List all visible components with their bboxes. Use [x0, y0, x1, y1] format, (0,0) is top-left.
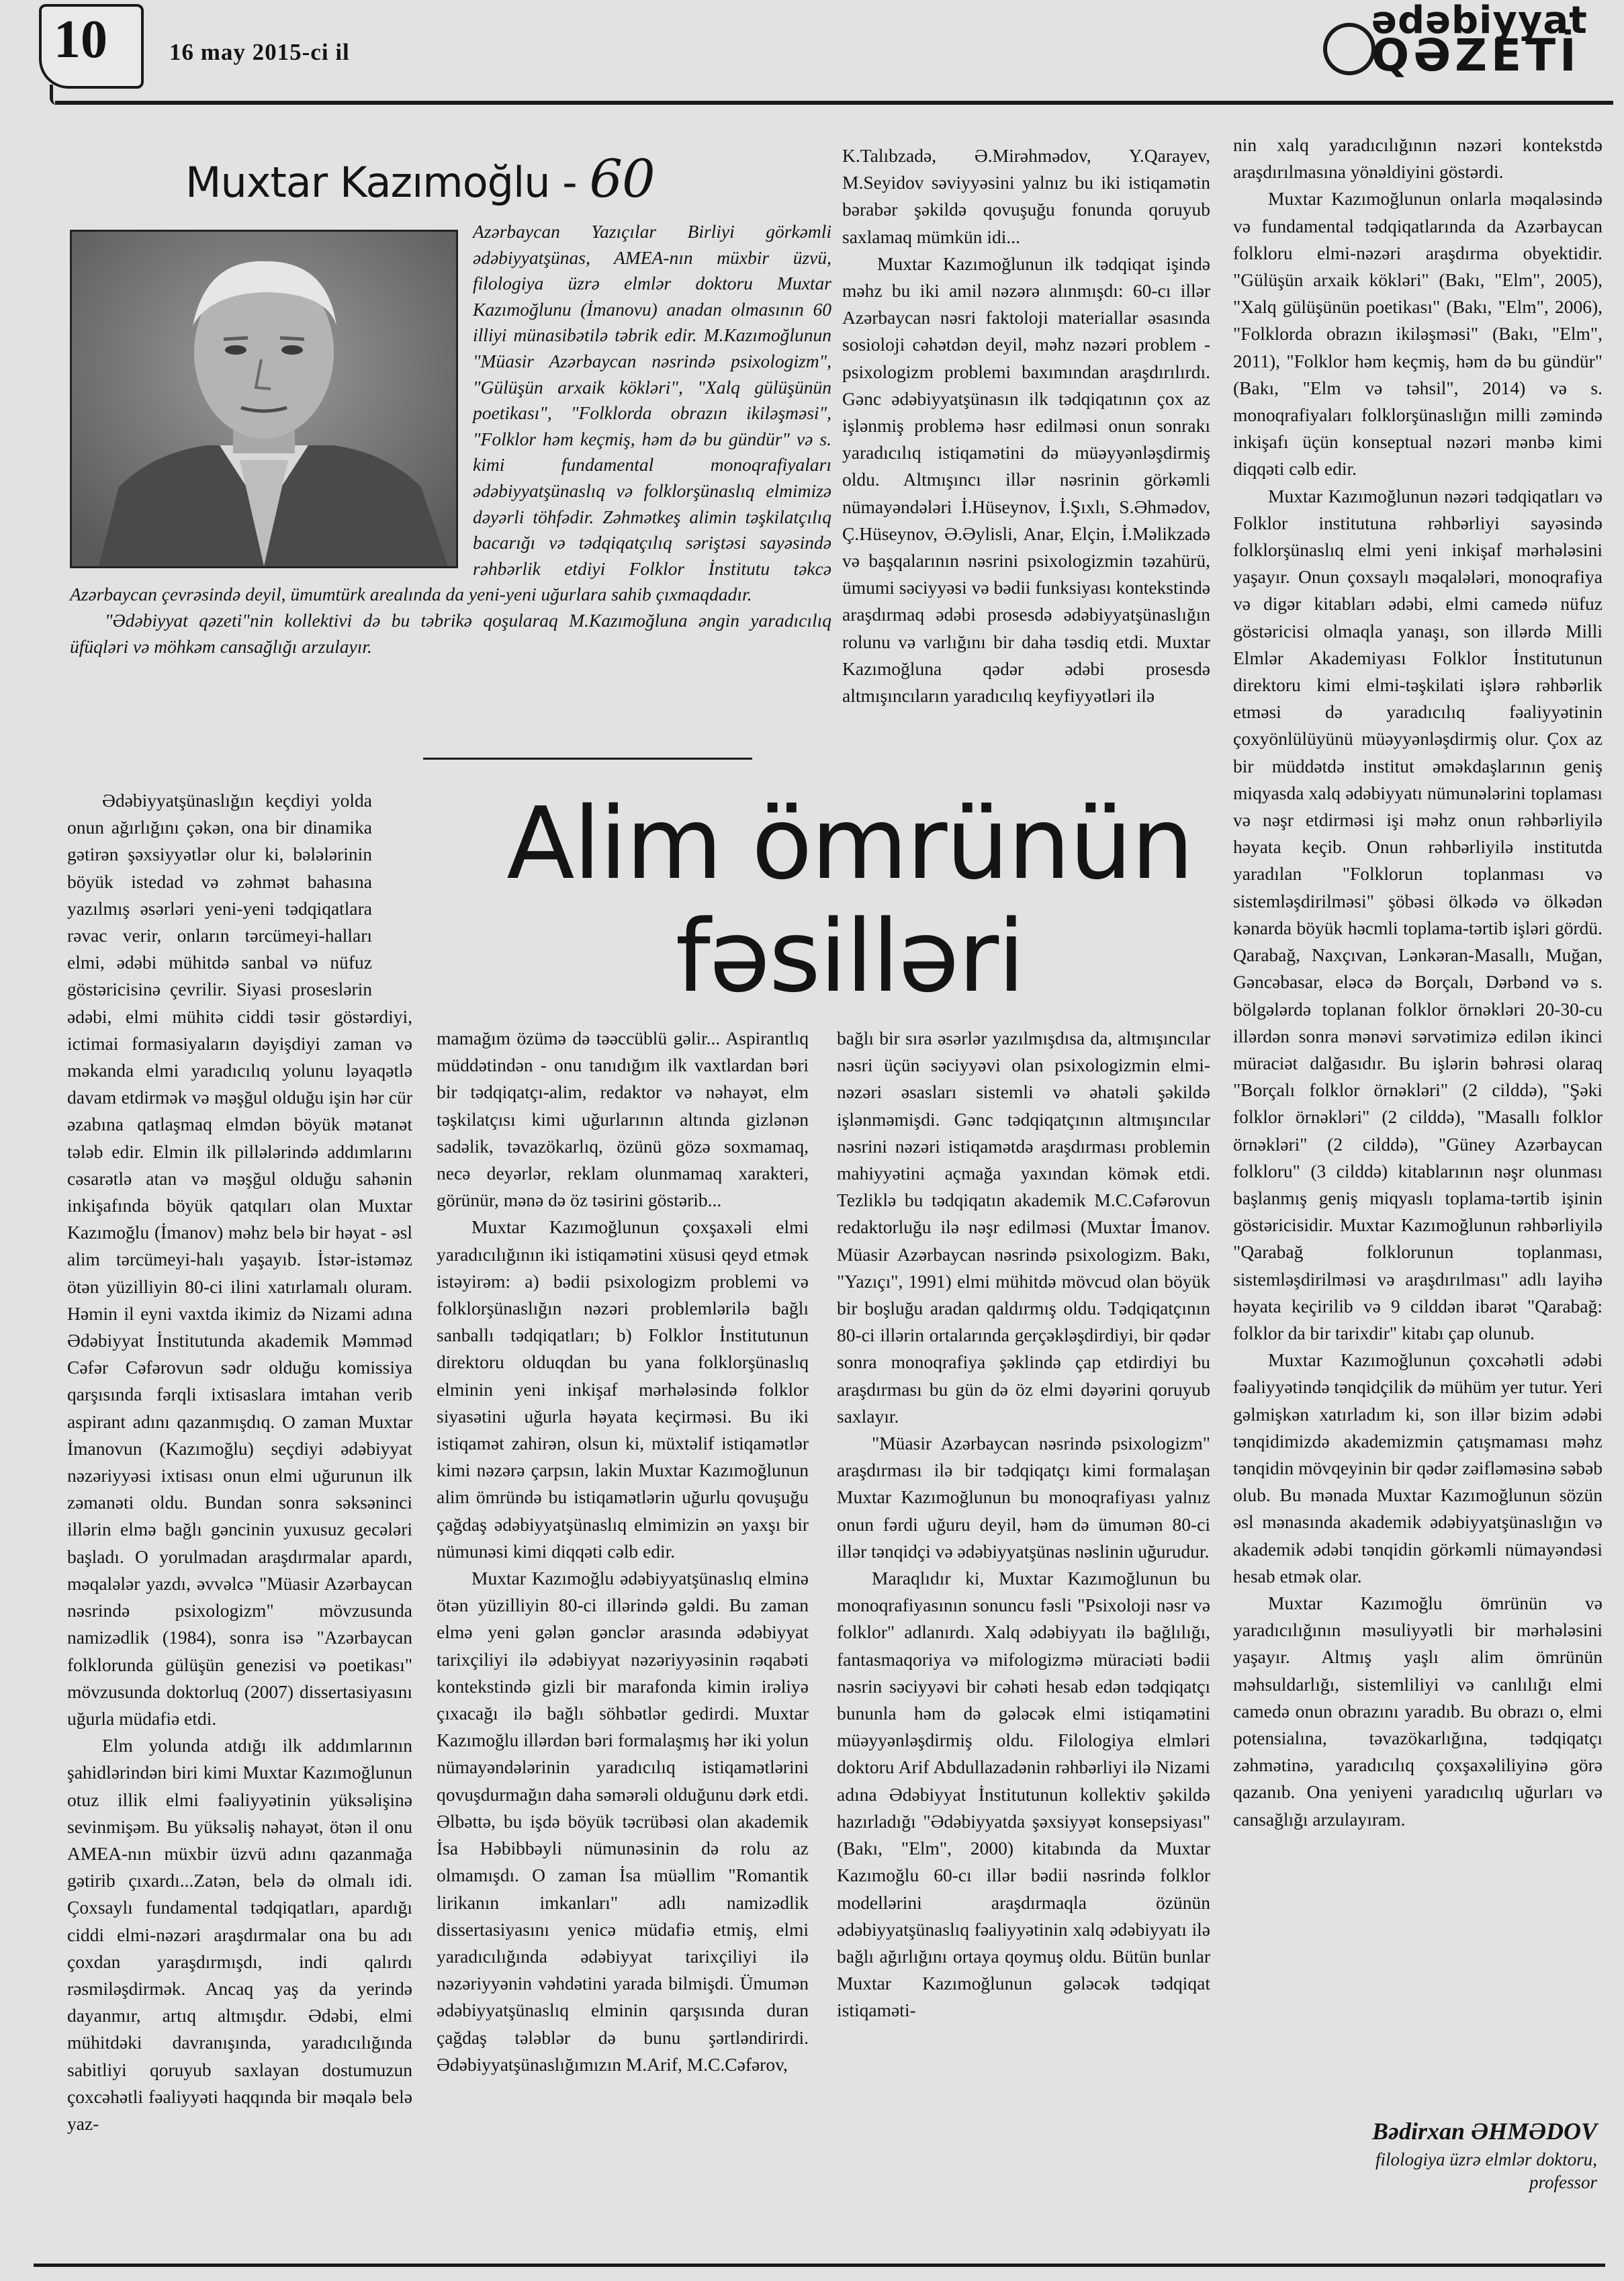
article-paragraph: Muxtar Kazımoğlu ömrünün və yaradıcılığının məsuliyyətli bir mərhələsini yaşayır. Altmış yaşlı alim ömrünün məhsuldarlığı, sistemliliyi və canlılığı elmi camedə onun obrazını yaradıb. Bu obrazı o, elmi potensialına, təvazökarlığına, tədqiqatçı zəhmətinə, yaradıcılıq çoxşaxəliliyinə görə qazanıb. Ona yeniyeni yaradıcılıq uğurları və cansağlığı arzulayıram.: [1233, 1592, 1603, 1830]
article-paragraph: Muxtar Kazımoğlunun ilk tədqiqat işində məhz bu iki amil nəzərə alınmışdı: 60-cı illər Azərbaycan nəsri faktoloji materiallar əsasında sosioloji cəhətdən deyil, məhz nəzəri problem - psixologizm problemi baxımından araşdırılırdı. Gənc ədəbiyyatşünasın ilk tədqiqatının çox az işlənmiş problemə həsr edilməsi onun sonrakı yaradıcılıq istiqamətini də müəyyənləşdirmiş oldu. Altmışıncı illər nəsrinin görkəmli nümayəndələri İ.Hüseynov, İ.Şıxlı, S.Əhmədov, Ç.Hüseynov, Ə.Əylisli, Anar, Elçin, İ.Məlikzadə və başqalarının nəsrini psixologizmin təzahürü, ümumi səciyyəsi və bədii funksiyası kontekstində araşdırmaq ədəbi prosesdə ədəbiyyatşünaslığın rolunu və varlığını bir daha təsdiq etdi. Muxtar Kazımoğluna qədər ədəbi prosesdə altmışıncıların yaradıcılıq keyfiyyətləri ilə: [842, 253, 1210, 707]
author-title-line-1: filologiya üzrə elmlər doktoru,: [1375, 2149, 1597, 2170]
article-paragraph: "Müasir Azərbaycan nəsrində psixologizm" araşdırması ilə bir tədqiqatçı kimi formalaşan Muxtar Kazımoğlunun bu monoqrafiyası yalnız onun fərdi uğuru deyil, həm də ümumən 80-ci illər tənqidçi və ədəbiyyatşünas nəslinin uğurudur.: [837, 1433, 1210, 1562]
article-paragraph: bağlı bir sıra əsərlər yazılmışdısa da, altmışıncılar nəsri üçün səciyyəvi olan psixologizmin elmi-nəzəri əsasları sistemli və əhatəli şəkildə işlənməmişdi. Gənc tədqiqatçının altmışıncılar nəsrini nəzəri istiqamətdə araşdırması problemin mahiyyətini açmağa yaxından kömək etdi. Tezliklə bu tədqiqatın akademik M.C.Cəfərovun redaktorluğu ilə nəşr edilməsi (Muxtar İmanov. Müasir Azərbaycan nəsrində psixologizm. Bakı, "Yazıçı", 1991) elmi mühitdə mövcud olan böyük bir boşluğu aradan qaldırmış oldu. Tədqiqatçının 80-ci illərin ortalarında gerçəkləşdirdiyi, bir qədər sonra monoqrafiya şəklində çap etdirdiyi bu araşdırması bu gün də öz elmi dəyərini qoruyub saxlayır.: [837, 1028, 1210, 1427]
feature-title-name: Muxtar Kazımoğlu -: [185, 158, 590, 207]
newspaper-logo: [1315, 0, 1588, 81]
article-paragraph: Maraqlıdır ki, Muxtar Kazımoğlunun bu monoqrafiyasının sonuncu fəsli "Psixoloji nəsr və folklor" adlanırdı. Xalq ədəbiyyatı ilə bağlılığı, fantasmaqoriya və mifologizmə müraciəti bədii nəsrin səciyyəvi bir cəhəti hesab edən tədqiqatçı bununla həm də gələcək elmi istiqamətini müəyyənləşdirmiş oldu. Filologiya elmləri doktoru Arif Abdullazadənin rəhbərliyi ilə Nizami adına Ədəbiyyat İnstitutunun kollektiv şəkildə hazırladığı "Ədəbiyyatda şəxsiyyət konsepsiyası" (Bakı, "Elm", 2000) kitabında da Muxtar Kazımoğlu 60-cı illər bədii nəsrində folklor modellərini araşdırmaqla özünün ədəbiyyatşünaslıq fəaliyyətinin xalq ədəbiyyatı ilə bağlı ağırlığını ortaya qoymuş oldu. Bütün bunlar Muxtar Kazımoğlunun gələcək tədqiqat istiqaməti-: [837, 1568, 1210, 2021]
article-column-2: [437, 1025, 809, 2078]
intro-rule: [423, 758, 752, 760]
article-paragraph: Muxtar Kazımoğlunun nəzəri tədqiqatları və Folklor institutuna rəhbərliyi sayəsində folklorşünaslıq elmi yeni inkişaf mərhələsini yaşayır. Onun çoxsaylı məqalələri, monoqrafiya və digər kitabları ədəbi, elmi camedə nüfuz göstəricisi olmaqla yanaşı, son illərdə Milli Elmlər Akademiyası Folklor İnstitutunun direktoru kimi elmi-təşkilati işlərə rəhbərlik etməsi də yaradıcılıq fəaliyyətinin çoxyönlülüyünü müəyyənləşdirmiş olur. Çox az bir müddətdə institut əməkdaşlarının geniş miqyasda xalq ədəbiyyatı nümunələrini toplaması və nəşr etdirməsi işi məhz onun rəhbərliyilə həyata keçib. Onun rəhbərliyilə institutda yaradılan "Folklorun toplanması və sistemləşdirilməsi" şöbəsi ölkədə və ölkədən kənarda böyük həcmli toplama-tərtib işləri gördü. Qarabağ, Naxçıvan, Lənkəran-Masallı, Muğan, Gəncəbasar, eləcə də Borçalı, Dərbənd və s. bölgələrdə toplanan folklor örnəkləri 20-30-cu illərdən sonra mənəvi sərvətimizə edilən ikinci müraciət dalğasıdır. Bu işlərin bəhrəsi olaraq "Borçalı folklor örnəkləri" (2 cilddə), "Şəki folklor örnəkləri" (2 cilddə), "Masallı folklor örnəkləri" (2 cilddə), "Güney Azərbaycan folkloru" (3 cilddə) kitablarının nəşr olunması başlanmış geniş miqyaslı toplama-tərtib işinin göstəricisidir. Muxtar Kazımoğlunun rəhbərliyilə "Qarabağ folklorunun toplanması, sistemləşdirilməsi və araşdırılması" adlı layihə həyata keçirilib və 9 cilddən ibarət "Qarabağ: folklor da bir tarixdir" kitabı çap olunub.: [1233, 485, 1603, 1343]
article-paragraph: nin xalq yaradıcılığının nəzəri kontekstdə araşdırılmasına yönəldiyini göstərdi.: [1233, 134, 1603, 183]
author-title-line-2: professor: [1529, 2172, 1597, 2192]
portrait-photo-icon: [72, 232, 456, 566]
article-paragraph: Ədəbiyyatşünaslığın keçdiyi yolda onun ağırlığını çəkən, ona bir dinamika gətirən şəxsiyyətlər olur ki, bələlərinin böyük istedad və zəhmət bahasına yazılmış əsərləri yeni-yeni tədqiqatlara rəvac verir, onların tərcümeyi-halları elmi, ədəbi mühitdə sanbal və nüfuz göstəricisinə çevrilir. Siyasi proseslərin ədəbi, elmi mühitə ciddi təsir göstərdiyi, ictimai formasiyaların dəyişdiyi zaman və məkanda elmi yaradıcılıq yolunu ləyaqətlə davam etdirmək və məşğul olduğu işin hər cür əzabına qatlaşmaq elmdən böyük mətanət tələb edir. Elmin ilk pillələrində addımlarını cəsarətlə atan və məşğul olduğu sahənin inkişafında böyük qatqıları olan Muxtar Kazımoğlu (İmanov) məhz belə bir həyat - əsl alim tərcümeyi-halı yaşayıb. İstər-istəməz ötən yüzilliyin 80-ci ilini xatırlamalı oluram. Həmin il eyni vaxtda ikimiz də Nizami adına Ədəbiyyat İnstitutunda akademik Məmməd Cəfər Cəfərovun sədr olduğu komissiya qarşısında fərqli ixtisaslara imtahan verib aspirant adını qazanmışdıq. O zaman Muxtar İmanovun (Kazımoğlu) seçdiyi ədəbiyyat nəzəriyyəsi ixtisası onun elmi uğurunun ilk zəmanəti oldu. Bundan sonra səksəninci illərin elmə bağlı gəncinin yuxusuz gecələri başladı. O yorulmadan araşdırmalar apardı, məqalələr yazdı, əvvəlcə "Müasir Azərbaycan nəsrində psixologizm" mövzusunda namizədlik (1984), sonra isə "Azərbaycan folklorunda gülüşün genezisi və poetikası" mövzusunda doktorluq (2007) dissertasiyasını uğurla müdafiə etdi.: [67, 790, 412, 1729]
logo-line-1: ədəbiyyat: [1371, 0, 1588, 42]
headline-wrap-spacer: [372, 787, 412, 995]
article-paragraph: Elm yolunda atdığı ilk addımlarının şahidlərindən biri kimi Muxtar Kazımoğlunun otuz illik elmi fəaliyyətinin yüksəlişinə sevinmişəm. Bu yüksəliş nəhayət, ötən il onu AMEA-nın müxbir üzvü adını qazanmağa gətirib çıxardı...Zatən, belə də olmalı idi. Çoxsaylı fundamental tədqiqatları, apardığı ciddi elmi-nəzəri araşdırmalar ona bu adı çoxdan yaraşdırmışdı, indi qalırdı rəsmiləşdirmək. Ancaq yaş da yerində dayanmır, artıq altmışdır. Ədəbi, elmi mühitdəki davranışında, yaradıcılığında sabitliyi qoruyub saxlayan dostumuzun çoxcəhətli fəaliyyəti haqqında bir məqalə belə yaz-: [67, 1735, 412, 2134]
feature-title-number: 60: [589, 149, 655, 210]
logo-line-2: QƏZETİ: [1371, 30, 1580, 81]
author-portrait: [70, 230, 458, 568]
main-headline: [463, 787, 1236, 1013]
footer-rule: [34, 2264, 1605, 2267]
logo-emblem-icon: [1323, 23, 1375, 75]
header-rule: [55, 101, 1613, 105]
article-column-3: [837, 1025, 1210, 2024]
article-paragraph: mamağım özümə də təəccüblü gəlir... Aspirantlıq müddətindən - onu tanıdığım ilk vaxtlardan bəri bir tədqiqatçı-alim, redaktor və nəhayət, elm təşkilatçısı kimi uğurlarının altında gizlənən sadəlik, təvazökarlıq, özünü gözə soxmamaq, necə deyərlər, reklam olunmamaq xarakteri, görünür, mənə də öz təsirini göstərib...: [437, 1028, 809, 1211]
article-column-4: [1233, 132, 1603, 1833]
article-column-3-top: [842, 142, 1210, 709]
intro-paragraph: Azərbaycan Yazıçılar Birliyi görkəmli ədəbiyyatşünas, AMEA-nın müxbir üzvü, filologiya üzrə elmlər doktoru Muxtar Kazımoğlunu (İmanovu) anadan olmasının 60 illiyi münasibətilə təbrik edir. M.Kazımoğlunun "Müasir Azərbaycan nəsrində psixologizm", "Gülüşün arxaik kökləri", "Xalq gülüşünün poetikası", "Folklorda obrazın ikiləşməsi", "Folklor həm keçmiş, həm də bu gündür" və s. kimi fundamental monoqrafiyaları ədəbiyyatşünaslıq və folklorşünaslıq elmimizə dəyərli töhfədir. Zəhmətkeş alimin təşkilatçılıq bacarığı və tədqiqatçılıq səriştəsi sayəsində rəhbərlik etdiyi Folklor İnstitutu təkcə Azərbaycan çevrəsində deyil, ümumtürk arealında da yeni-yeni uğurlara sahib çıxmaqdadır.: [70, 221, 831, 605]
feature-title: [185, 149, 655, 210]
headline-line-2: fəsilləri: [675, 899, 1024, 1014]
headline-line-1: Alim ömrünün: [506, 786, 1193, 901]
intro-paragraph: "Ədəbiyyat qəzeti"nin kollektivi də bu təbrikə qoşularaq M.Kazımoğluna əngin yaradıcılıq üfüqləri və möhkəm cansağlığı arzulayır.: [70, 609, 831, 657]
author-name: Bədirxan ƏHMƏDOV: [1371, 2118, 1597, 2145]
article-paragraph: Muxtar Kazımoğlunun onlarla məqaləsində və fundamental tədqiqatlarında da Azərbaycan folkloru elmi-nəzəri araşdırma obyektidir. "Gülüşün arxaik kökləri" (Bakı, "Elm", 2005), "Xalq gülüşünün poetikası" (Bakı, "Elm", 2006), "Folklorda obrazın ikiləşməsi" (Bakı, "Elm", 2011), "Folklor həm keçmiş, həm də bu gündür" (Bakı, "Elm və təhsil", 2014) və s. monoqrafiyaları folklorşünaslığın milli zəmində inkişafı üçün konseptual nəzəri mənbə kimi diqqəti cəlb edir.: [1233, 188, 1603, 480]
header-rule-curve: [50, 85, 61, 105]
article-paragraph: Muxtar Kazımoğlu ədəbiyyatşünaslıq elminə ötən yüzilliyin 80-ci illərində gəldi. Bu zaman elmə yeni gələn gənclər arasında ədəbiyyat tarixçiliyi ilə ədəbiyyat nəzəriyyəsinin rəqabəti kontekstində gizli bir marafonda kimin irəliyə çıxacağı ilə bağlı söhbətlər gedirdi. Muxtar Kazımoğlu illərdən bəri formalaşmış hər iki yolun nümayəndələrinin yaradıcılıq istiqamətlərini qovuşdurmağın daha səmərəli olduğunu dərk etdi. Əlbəttə, bu işdə böyük təcrübəsi olan akademik İsa Həbibbəyli nümunəsinin də rolu az olmamışdı. O zaman İsa müəllim "Romantik lirikanın imkanları" adlı namizədlik dissertasiyasını yenicə müdafiə etmiş, elmi yaradıcılığında ədəbiyyat tarixçiliyi ilə nəzəriyyənin vəhdətini yarada bilmişdi. Ümumən ədəbiyyatşünaslıq elminin qarşısında duran çağdaş tələblər də bunu şərtləndirirdi. Ədəbiyyatşünaslığımızın M.Arif, M.C.Cəfərov,: [437, 1568, 809, 2075]
author-signature: [1187, 2114, 1597, 2194]
article-paragraph: Muxtar Kazımoğlunun çoxşaxəli elmi yaradıcılığının iki istiqamətini xüsusi qeyd etmək istəyirəm: a) bədii psixologizm problemi və folklorşünaslığın nəzəri problemlərilə bağlı sanballı tədqiqatları; b) Folklor İnstitutunun direktoru olduqdan bu yana folklorşünaslıq elminin yeni inkişaf mərhələsində folklor siyasətini uğurla həyata keçirməsi. Bu iki istiqamət zahirən, olsun ki, müxtəlif istiqamətlər kimi nəzərə çarpsın, lakin Muxtar Kazımoğlunun alim ömründə bu istiqamətlərin uğurlu qovuşuğu çağdaş ədəbiyyatşünaslıq elmimizin ən yaxşı bir nümunəsi kimi diqqəti cəlb edir.: [437, 1216, 809, 1562]
article-column-1: [67, 787, 412, 2137]
issue-date: 16 may 2015-ci il: [169, 39, 350, 65]
article-paragraph: Muxtar Kazımoğlunun çoxcəhətli ədəbi fəaliyyətində tənqidçilik də mühüm yer tutur. Yeri gəlmişkən xatırladım ki, son illər bizim ədəbi tənqidimizdə akademizmin çatışmaması məhz tənqidin mövqeyinin bir qədər zəifləməsinə səbəb olub. Bu mənada Muxtar Kazımoğlunun sözün əsl mənasında akademik ədəbiyyatşünaslığın və akademik ədəbi tənqidin görkəmli nümayəndəsi hesab etmək olar.: [1233, 1349, 1603, 1586]
article-paragraph: K.Talıbzadə, Ə.Mirəhmədov, Y.Qarayev, M.Seyidov səviyyəsini yalnız bu iki istiqamətin bərabər şəkildə qovuşuğu fonunda qoruyub saxlamaq mümkün idi...: [842, 145, 1210, 247]
page-number: 10: [54, 10, 107, 69]
